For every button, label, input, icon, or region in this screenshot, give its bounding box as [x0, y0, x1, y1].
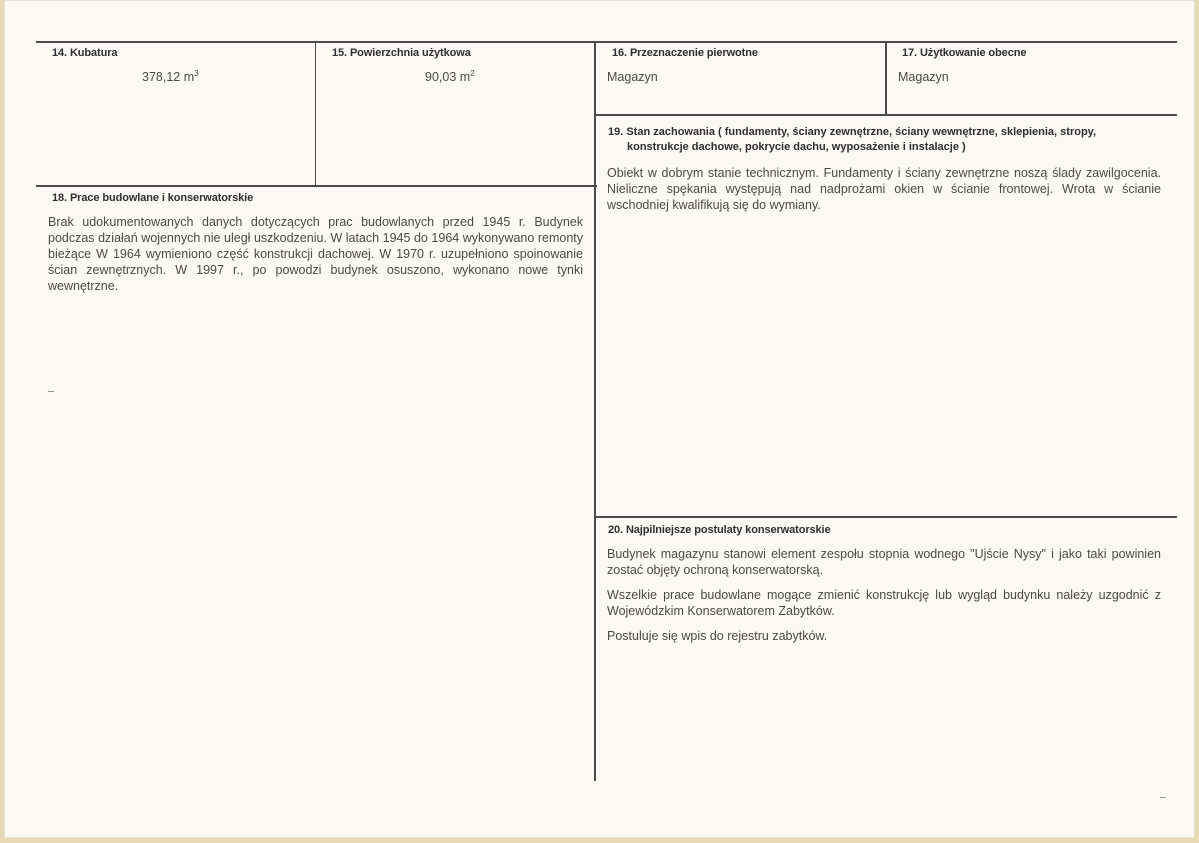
field-19-label-line2: konstrukcje dachowe, pokrycie dachu, wyposażenie i instalacje ): [627, 141, 966, 153]
divider-16-17: [885, 41, 887, 116]
field-19-label: [608, 125, 1168, 155]
field-15-unit-exponent: 2: [470, 69, 475, 78]
field-20-paragraph-1: Budynek magazynu stanowi element zespołu stopnia wodnego "Ujście Nysy" i jako taki powinien zostać objęty ochroną konserwatorską.: [607, 547, 1161, 577]
field-20-paragraph-3: Postuluje się wpis do rejestru zabytków.: [607, 629, 828, 643]
margin-tick: [48, 391, 54, 392]
field-16-label: 16. Przeznaczenie pierwotne: [612, 47, 758, 59]
margin-tick: [1160, 797, 1166, 798]
field-15-label: 15. Powierzchnia użytkowa: [332, 47, 471, 59]
top-rule: [36, 41, 1177, 43]
field-18-text: Brak udokumentowanych danych dotyczących prac budowlanych przed 1945 r. Budynek podczas działań wojennych nie uległ uszkodzeniu. W latach 1945 do 1964 wykonywano remonty bieżące W 1964 wymieniono część konstrukcji dachowej. W 1970 r. uzupełniono spoinowanie ścian zewnętrznych. W 1997 r., po powodzi budynek osuszono, wykonano nowe tynki wewnętrzne.: [48, 215, 583, 293]
field-19-text: Obiekt w dobrym stanie technicznym. Fundamenty i ściany zewnętrzne noszą ślady zawilgocenia. Nieliczne spękania występują nad nadprożami okien w ścianie frontowej. Wrota w ścianie wschodniej kwalifikują się do wymiany.: [607, 166, 1161, 212]
field-14-value: [142, 70, 199, 84]
field-14-label: 14. Kubatura: [52, 47, 118, 59]
field-17-label: 17. Użytkowanie obecne: [902, 47, 1027, 59]
field-15-value: [425, 70, 475, 84]
center-divider: [594, 41, 596, 781]
field-19-label-line1: 19. Stan zachowania ( fundamenty, ściany zewnętrzne, ściany wewnętrzne, sklepienia, stropy,: [608, 126, 1097, 138]
field-17-value: Magazyn: [898, 70, 949, 84]
field-20-label: 20. Najpilniejsze postulaty konserwatorskie: [608, 524, 831, 536]
field-18-label: 18. Prace budowlane i konserwatorskie: [52, 192, 254, 204]
rule-above-20: [595, 516, 1177, 518]
field-16-value: Magazyn: [607, 70, 658, 84]
field-14-number: 378,12 m: [142, 70, 195, 84]
field-20-paragraph-2: Wszelkie prace budowlane mogące zmienić konstrukcję lub wygląd budynku należy uzgodnić z Wojewódzkim Konserwatorem Zabytków.: [607, 588, 1161, 618]
divider-14-15: [315, 41, 316, 186]
inventory-card: [4, 0, 1195, 838]
rule-above-18: [36, 185, 597, 187]
field-14-unit-exponent: 3: [194, 69, 199, 78]
field-15-number: 90,03 m: [425, 70, 471, 84]
